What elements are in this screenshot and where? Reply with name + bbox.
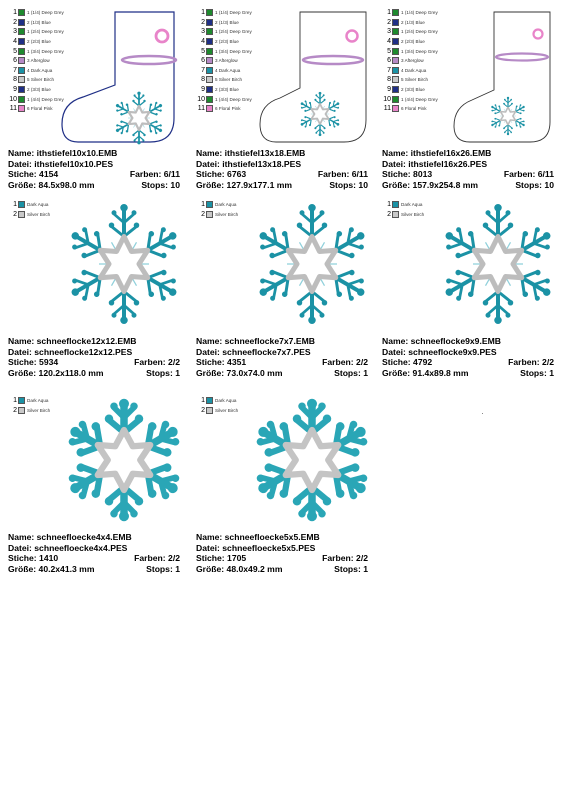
legend-number: 2: [13, 18, 17, 26]
design-name: Name: schneefloecke4x4.EMB: [8, 532, 132, 542]
design-card: [382, 200, 556, 378]
thread-name: 1 (4/4) Deep Grey: [27, 96, 64, 102]
thread-name: Dark Aqua: [27, 398, 49, 404]
thread-name: 1 (3/4) Deep Grey: [401, 48, 438, 54]
color-swatch: [206, 76, 213, 83]
thread-name: 2 (3/3) Blue: [401, 87, 425, 93]
color-swatch: [206, 57, 213, 64]
legend-number: 2: [201, 406, 205, 414]
legend-number: 10: [9, 95, 17, 103]
stop-count: Stops: 10: [515, 179, 554, 190]
color-count: Farben: 6/11: [129, 169, 180, 180]
stocking-design-preview: [58, 10, 182, 146]
design-card: [8, 396, 182, 574]
color-swatch: [18, 76, 25, 83]
color-swatch: [18, 86, 25, 93]
legend-row: [8, 406, 50, 416]
design-file: Datei: schneeflocke12x12.PES: [8, 346, 133, 357]
color-count: Farben: 2/2: [508, 357, 554, 368]
legend-row: [382, 27, 438, 37]
color-count: Farben: 2/2: [322, 357, 368, 368]
stop-count: Stops: 1: [520, 367, 554, 378]
legend-number: 4: [387, 38, 391, 46]
color-swatch: [392, 19, 399, 26]
legend-number: 1: [13, 9, 17, 17]
legend-row: [196, 396, 238, 406]
thread-name: 2 (2/3) Blue: [215, 39, 239, 45]
design-file: Datei: schneeflocke9x9.PES: [382, 346, 497, 357]
design-size: Größe: 73.0x74.0 mm: [196, 367, 283, 378]
thread-name: Silver Birch: [27, 211, 51, 217]
legend-number: 8: [13, 76, 17, 84]
color-swatch: [18, 397, 25, 404]
legend-row: [8, 18, 64, 28]
thread-name: 4 Dark Aqua: [215, 67, 241, 73]
design-info: [382, 336, 554, 378]
color-swatch: [392, 28, 399, 35]
color-swatch: [392, 48, 399, 55]
color-count: Farben: 6/11: [317, 169, 368, 180]
color-count: Farben: 2/2: [134, 553, 180, 564]
legend-number: 5: [13, 47, 17, 55]
color-swatch: [392, 76, 399, 83]
snowflake-design-preview: [64, 200, 184, 330]
legend-row: [382, 75, 438, 85]
legend-row: [8, 37, 64, 47]
stitch-count: Stiche: 1705: [196, 553, 247, 564]
color-swatch: [206, 48, 213, 55]
legend-number: 10: [383, 95, 391, 103]
design-info: [196, 532, 368, 574]
thread-name: 1 (4/4) Deep Grey: [401, 96, 438, 102]
legend-number: 11: [9, 105, 17, 113]
stocking-design-preview: [256, 10, 370, 146]
design-size: Größe: 91.4x89.8 mm: [382, 367, 469, 378]
design-info: [8, 532, 180, 574]
design-size: Größe: 48.0x49.2 mm: [196, 563, 283, 574]
legend-row: [196, 46, 252, 56]
color-swatch: [392, 86, 399, 93]
legend-number: 5: [201, 47, 205, 55]
legend-number: 9: [387, 86, 391, 94]
design-card: [8, 200, 182, 378]
legend-row: [382, 104, 438, 114]
legend-row: [8, 66, 64, 76]
color-swatch: [206, 211, 213, 218]
design-card: [382, 8, 556, 190]
color-swatch: [392, 105, 399, 112]
legend-number: 7: [387, 66, 391, 74]
stocking-design-preview: [450, 10, 554, 146]
color-swatch: [18, 67, 25, 74]
legend-number: 2: [201, 18, 205, 26]
thread-name: Silver Birch: [401, 211, 425, 217]
legend-number: 6: [13, 57, 17, 65]
legend-number: 10: [197, 95, 205, 103]
legend-number: 5: [387, 47, 391, 55]
legend-number: 11: [383, 105, 391, 113]
color-swatch: [392, 67, 399, 74]
legend-number: 1: [387, 201, 391, 209]
design-name: Name: schneeflocke7x7.EMB: [196, 336, 315, 346]
legend-row: [8, 94, 64, 104]
legend-number: 3: [387, 28, 391, 36]
color-swatch: [392, 211, 399, 218]
stop-count: Stops: 1: [146, 367, 180, 378]
legend-row: [8, 104, 64, 114]
color-swatch: [18, 48, 25, 55]
thread-name: 4 Dark Aqua: [401, 67, 427, 73]
stop-count: Stops: 10: [329, 179, 368, 190]
stitch-count: Stiche: 8013: [382, 169, 433, 180]
thread-name: 2 (1/3) Blue: [27, 19, 51, 25]
stitch-count: Stiche: 1410: [8, 553, 59, 564]
legend-row: [196, 94, 252, 104]
legend-number: 3: [201, 28, 205, 36]
thread-name: 5 Silver Birch: [401, 77, 429, 83]
thread-name: 2 (1/3) Blue: [215, 19, 239, 25]
design-info: [8, 148, 180, 190]
design-size: Größe: 157.9x254.8 mm: [382, 179, 479, 190]
design-card: [196, 8, 370, 190]
legend-row: [8, 75, 64, 85]
color-swatch: [18, 407, 25, 414]
stop-count: Stops: 1: [146, 563, 180, 574]
color-swatch: [206, 19, 213, 26]
thread-name: 1 (1/4) Deep Grey: [27, 10, 64, 16]
snowflake-design-preview: [438, 200, 558, 330]
design-card: [8, 8, 182, 190]
thread-name: 2 (3/3) Blue: [215, 87, 239, 93]
thread-name: Dark Aqua: [215, 398, 237, 404]
design-name: Name: schneeflocke9x9.EMB: [382, 336, 501, 346]
snowflake-design-preview: [64, 396, 184, 526]
color-swatch: [18, 57, 25, 64]
color-swatch: [18, 96, 25, 103]
legend-row: [196, 37, 252, 47]
legend-row: [196, 18, 252, 28]
design-file: Datei: schneefloecke5x5.PES: [196, 542, 316, 553]
legend-number: 1: [201, 201, 205, 209]
design-size: Größe: 84.5x98.0 mm: [8, 179, 95, 190]
thread-name: 1 (3/4) Deep Grey: [27, 48, 64, 54]
design-info: [196, 148, 368, 190]
thread-color-legend: [8, 200, 50, 219]
color-swatch: [206, 67, 213, 74]
legend-number: 6: [201, 57, 205, 65]
thread-name: 2 (1/3) Blue: [401, 19, 425, 25]
thread-name: 3 Afterglow: [401, 58, 424, 64]
thread-color-legend: [382, 200, 424, 219]
legend-number: 1: [13, 201, 17, 209]
design-file: Datei: ithstiefel13x18.PES: [196, 158, 302, 169]
thread-name: 1 (3/4) Deep Grey: [215, 48, 252, 54]
thread-color-legend: [8, 8, 64, 114]
design-name: Name: ithstiefel10x10.EMB: [8, 148, 118, 158]
thread-color-legend: [382, 8, 438, 114]
legend-number: 2: [387, 210, 391, 218]
thread-name: Silver Birch: [215, 211, 239, 217]
color-swatch: [206, 38, 213, 45]
legend-number: 4: [201, 38, 205, 46]
design-info: [196, 336, 368, 378]
thread-name: 6 Floral Pink: [215, 106, 241, 112]
snowflake-design-preview: [252, 200, 372, 330]
legend-number: 1: [387, 9, 391, 17]
thread-name: 6 Floral Pink: [401, 106, 427, 112]
color-swatch: [392, 201, 399, 208]
legend-row: [8, 8, 64, 18]
stop-count: Stops: 10: [141, 179, 180, 190]
design-info: [382, 148, 554, 190]
stop-count: Stops: 1: [334, 367, 368, 378]
thread-name: 2 (2/3) Blue: [27, 39, 51, 45]
color-swatch: [392, 38, 399, 45]
thread-name: 1 (1/4) Deep Grey: [215, 10, 252, 16]
stop-count: Stops: 1: [334, 563, 368, 574]
legend-row: [382, 8, 438, 18]
thread-name: 4 Dark Aqua: [27, 67, 53, 73]
thread-name: 1 (2/4) Deep Grey: [401, 29, 438, 35]
legend-row: [8, 200, 50, 210]
color-swatch: [18, 38, 25, 45]
legend-number: 4: [13, 38, 17, 46]
legend-number: 3: [13, 28, 17, 36]
thread-name: 2 (3/3) Blue: [27, 87, 51, 93]
thread-name: 2 (2/3) Blue: [401, 39, 425, 45]
stitch-count: Stiche: 4351: [196, 357, 247, 368]
thread-name: 1 (2/4) Deep Grey: [27, 29, 64, 35]
legend-row: [8, 85, 64, 95]
color-swatch: [206, 86, 213, 93]
color-swatch: [18, 201, 25, 208]
color-swatch: [18, 9, 25, 16]
color-count: Farben: 6/11: [503, 169, 554, 180]
color-count: Farben: 2/2: [134, 357, 180, 368]
design-name: Name: schneeflocke12x12.EMB: [8, 336, 137, 346]
legend-number: 7: [13, 66, 17, 74]
legend-row: [8, 27, 64, 37]
thread-name: 1 (1/4) Deep Grey: [401, 10, 438, 16]
thread-name: 5 Silver Birch: [215, 77, 243, 83]
legend-number: 2: [13, 210, 17, 218]
color-swatch: [206, 105, 213, 112]
thread-name: 3 Afterglow: [215, 58, 238, 64]
thread-name: 1 (4/4) Deep Grey: [215, 96, 252, 102]
legend-number: 2: [13, 406, 17, 414]
design-file: Datei: ithstiefel10x10.PES: [8, 158, 114, 169]
legend-row: [196, 75, 252, 85]
legend-number: 9: [13, 86, 17, 94]
stitch-count: Stiche: 5934: [8, 357, 59, 368]
color-swatch: [206, 28, 213, 35]
design-name: Name: ithstiefel16x26.EMB: [382, 148, 492, 158]
stray-dot: [482, 413, 483, 414]
color-swatch: [206, 397, 213, 404]
legend-row: [8, 210, 50, 220]
color-swatch: [392, 9, 399, 16]
color-swatch: [18, 105, 25, 112]
thread-color-legend: [196, 396, 238, 415]
legend-row: [196, 406, 238, 416]
legend-number: 7: [201, 66, 205, 74]
design-size: Größe: 127.9x177.1 mm: [196, 179, 293, 190]
legend-row: [382, 200, 424, 210]
thread-name: 1 (2/4) Deep Grey: [215, 29, 252, 35]
legend-row: [8, 56, 64, 66]
legend-number: 8: [387, 76, 391, 84]
thread-color-legend: [196, 200, 238, 219]
legend-number: 2: [387, 18, 391, 26]
color-swatch: [392, 96, 399, 103]
color-swatch: [206, 9, 213, 16]
legend-row: [382, 94, 438, 104]
color-swatch: [18, 28, 25, 35]
snowflake-design-preview: [252, 396, 372, 526]
design-name: Name: schneefloecke5x5.EMB: [196, 532, 320, 542]
legend-row: [382, 210, 424, 220]
design-card: [196, 200, 370, 378]
design-name: Name: ithstiefel13x18.EMB: [196, 148, 306, 158]
thread-name: 3 Afterglow: [27, 58, 50, 64]
thread-name: Silver Birch: [215, 407, 239, 413]
legend-row: [196, 104, 252, 114]
color-swatch: [18, 19, 25, 26]
design-size: Größe: 40.2x41.3 mm: [8, 563, 95, 574]
legend-row: [196, 27, 252, 37]
legend-number: 1: [201, 397, 205, 405]
legend-row: [382, 46, 438, 56]
thread-color-legend: [196, 8, 252, 114]
design-file: Datei: schneefloecke4x4.PES: [8, 542, 128, 553]
legend-row: [382, 56, 438, 66]
color-swatch: [392, 57, 399, 64]
color-count: Farben: 2/2: [322, 553, 368, 564]
legend-row: [196, 66, 252, 76]
stitch-count: Stiche: 4792: [382, 357, 433, 368]
thread-name: Silver Birch: [27, 407, 51, 413]
design-file: Datei: ithstiefel16x26.PES: [382, 158, 488, 169]
color-swatch: [206, 407, 213, 414]
legend-row: [382, 37, 438, 47]
thread-name: 6 Floral Pink: [27, 106, 53, 112]
legend-row: [8, 396, 50, 406]
color-swatch: [18, 211, 25, 218]
legend-number: 9: [201, 86, 205, 94]
thread-name: Dark Aqua: [27, 202, 49, 208]
legend-number: 1: [13, 397, 17, 405]
legend-number: 11: [197, 105, 205, 113]
thread-name: Dark Aqua: [215, 202, 237, 208]
design-file: Datei: schneeflocke7x7.PES: [196, 346, 311, 357]
legend-number: 8: [201, 76, 205, 84]
stitch-count: Stiche: 4154: [8, 169, 59, 180]
legend-row: [382, 66, 438, 76]
legend-number: 6: [387, 57, 391, 65]
legend-number: 1: [201, 9, 205, 17]
thread-name: Dark Aqua: [401, 202, 423, 208]
stitch-count: Stiche: 6763: [196, 169, 247, 180]
legend-row: [196, 85, 252, 95]
legend-row: [196, 56, 252, 66]
thread-name: 5 Silver Birch: [27, 77, 55, 83]
design-info: [8, 336, 180, 378]
legend-row: [196, 8, 252, 18]
thread-color-legend: [8, 396, 50, 415]
legend-row: [382, 18, 438, 28]
color-swatch: [206, 96, 213, 103]
legend-row: [382, 85, 438, 95]
design-card: [196, 396, 370, 574]
legend-number: 2: [201, 210, 205, 218]
legend-row: [196, 200, 238, 210]
legend-row: [8, 46, 64, 56]
color-swatch: [206, 201, 213, 208]
legend-row: [196, 210, 238, 220]
design-size: Größe: 120.2x118.0 mm: [8, 367, 104, 378]
